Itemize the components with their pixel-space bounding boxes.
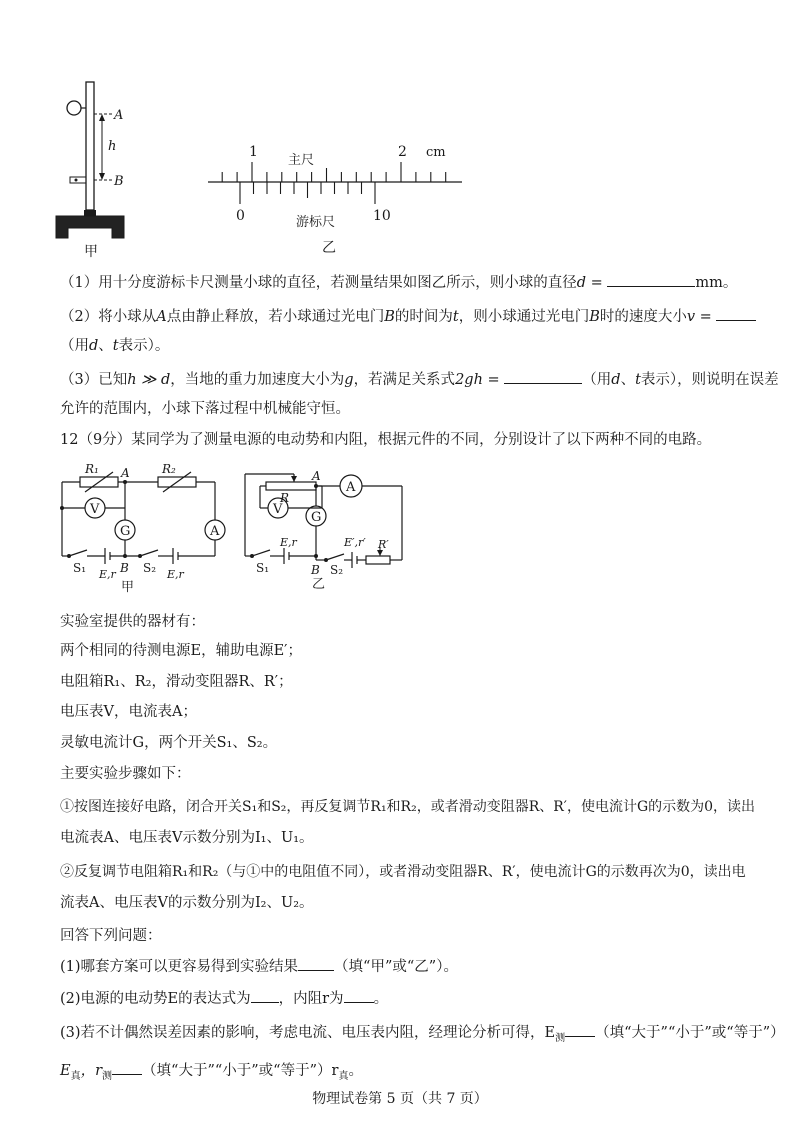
steps-title: 主要实验步骤如下： <box>60 766 191 782</box>
answer-2: (2)电源的电动势E的表达式为 ，内阻r为 。 <box>60 988 388 1009</box>
vernier-10: 10 <box>373 208 391 224</box>
caption-jia: 甲 <box>84 244 98 260</box>
voltmeter-v: V <box>90 502 100 517</box>
circuit-yi <box>240 460 415 595</box>
node-b-yi: B <box>311 563 320 577</box>
answer-blank-3b[interactable] <box>112 1060 142 1075</box>
label-h: h <box>108 139 117 154</box>
tick-2: 2 <box>398 144 407 160</box>
equipment-3: 电压表V，电流表A； <box>60 704 197 720</box>
circuit-jia <box>55 460 235 595</box>
answer-title: 回答下列问题： <box>60 928 162 944</box>
label-b: B <box>114 174 124 189</box>
equipment-4: 灵敏电流计G，两个开关S₁、S₂。 <box>60 735 278 751</box>
answer-blank-d[interactable] <box>607 272 695 287</box>
source-er1: E,r <box>99 568 116 581</box>
q11-part3-line2: 允许的范围内，小球下落过程中机械能守恒。 <box>60 401 350 417</box>
page-footer: 物理试卷第 5 页（共 7 页） <box>312 1091 488 1107</box>
equipment-1: 两个相同的待测电源E，辅助电源E′； <box>60 643 302 659</box>
label-r1: R₁ <box>85 462 99 476</box>
switch-s1: S₁ <box>73 561 87 575</box>
answer-blank-v[interactable] <box>716 306 756 321</box>
ball <box>67 101 81 115</box>
q11-part2: （2）将小球从A点由静止释放，若小球通过光电门B的时间为t，则小球通过光电门B时的速度大小v = <box>60 306 756 327</box>
ammeter-a: A <box>210 524 220 539</box>
node-a-yi: A <box>312 469 321 483</box>
answer-3: (3)若不计偶然误差因素的影响，考虑电流、电压表内阻，经理论分析可得，$E_测$ （填“大于”“小于”或“等于”） <box>60 1022 785 1049</box>
switch-s2: S₂ <box>143 561 157 575</box>
q11-part2-line2: （用d、t表示）。 <box>60 338 170 354</box>
answer-blank-2a[interactable] <box>251 988 279 1003</box>
galvanometer-g: G <box>120 524 131 539</box>
node-b: B <box>120 561 129 575</box>
label-a: A <box>114 108 124 123</box>
main-scale-ticks <box>222 162 446 182</box>
caption-circuit-yi: 乙 <box>312 577 326 592</box>
ammeter-a-yi: A <box>346 480 356 495</box>
caption-circuit-jia: 甲 <box>121 580 135 595</box>
source-er-yi: E,r <box>280 536 297 549</box>
source-er2: E,r <box>167 568 184 581</box>
answer-blank-1[interactable] <box>298 956 334 971</box>
galvanometer-g-yi: G <box>311 510 322 525</box>
unit-cm: cm <box>426 145 446 160</box>
q11-part3: （3）已知h ≫ d，当地的重力加速度大小为g，若满足关系式2gh = （用d、t表示），则说明在误差 <box>60 369 779 390</box>
answer-blank-2gh[interactable] <box>504 369 582 384</box>
caption-yi: 乙 <box>322 240 336 256</box>
label-r: R <box>280 491 290 505</box>
vernier-0: 0 <box>236 208 245 224</box>
switch-s1-yi: S₁ <box>256 561 270 575</box>
vernier-scale-ticks <box>240 182 375 204</box>
tick-1: 1 <box>249 144 258 160</box>
answer-blank-3a[interactable] <box>565 1022 595 1037</box>
label-rp: R′ <box>378 538 389 551</box>
figure-yi-vernier <box>200 140 470 260</box>
node-a: A <box>121 466 130 480</box>
answer-3-line2: $E_真$，$r_测$ （填“大于”“小于”或“等于$”)r_真$。 <box>60 1060 363 1087</box>
step-2-line2: 流表A、电压表V的示数分别为I₂、U₂。 <box>60 895 314 911</box>
q11-part1: （1）用十分度游标卡尺测量小球的直径，若测量结果如图乙所示，则小球的直径d = mm。 <box>60 272 737 293</box>
source-epr-yi: E′,r′ <box>344 536 366 549</box>
photogate-b <box>70 177 86 183</box>
voltmeter-v-yi: V <box>273 502 283 517</box>
figure-jia-apparatus <box>50 80 160 260</box>
equipment-2: 电阻箱R₁、R₂，滑动变阻器R、R′； <box>60 674 293 690</box>
q12-header: 12（9分）某同学为了测量电源的电动势和内阻，根据元件的不同，分别设计了以下两种不同的电路。 <box>60 432 712 448</box>
label-r2: R₂ <box>162 462 176 476</box>
step-2-line1: ②反复调节电阻箱R₁和R₂（与①中的电阻值不同），或者滑动变阻器R、R′，使电流计G的示数再次为0，读出电 <box>60 864 746 880</box>
equipment-title: 实验室提供的器材有： <box>60 614 205 630</box>
main-scale-label: 主尺 <box>288 153 315 168</box>
vernier-label: 游标尺 <box>296 215 336 230</box>
answer-blank-2b[interactable] <box>344 988 374 1003</box>
step-1-line2: 电流表A、电压表V示数分别为I₁、U₁。 <box>60 830 314 846</box>
switch-s2-yi: S₂ <box>330 563 344 577</box>
answer-1: (1)哪套方案可以更容易得到实验结果 （填“甲”或“乙”）。 <box>60 956 458 977</box>
step-1-line1: ①按图连接好电路，闭合开关S₁和S₂，再反复调节R₁和R₂，或者滑动变阻器R、R′，使电流计G的示数为0，读出 <box>60 799 756 815</box>
